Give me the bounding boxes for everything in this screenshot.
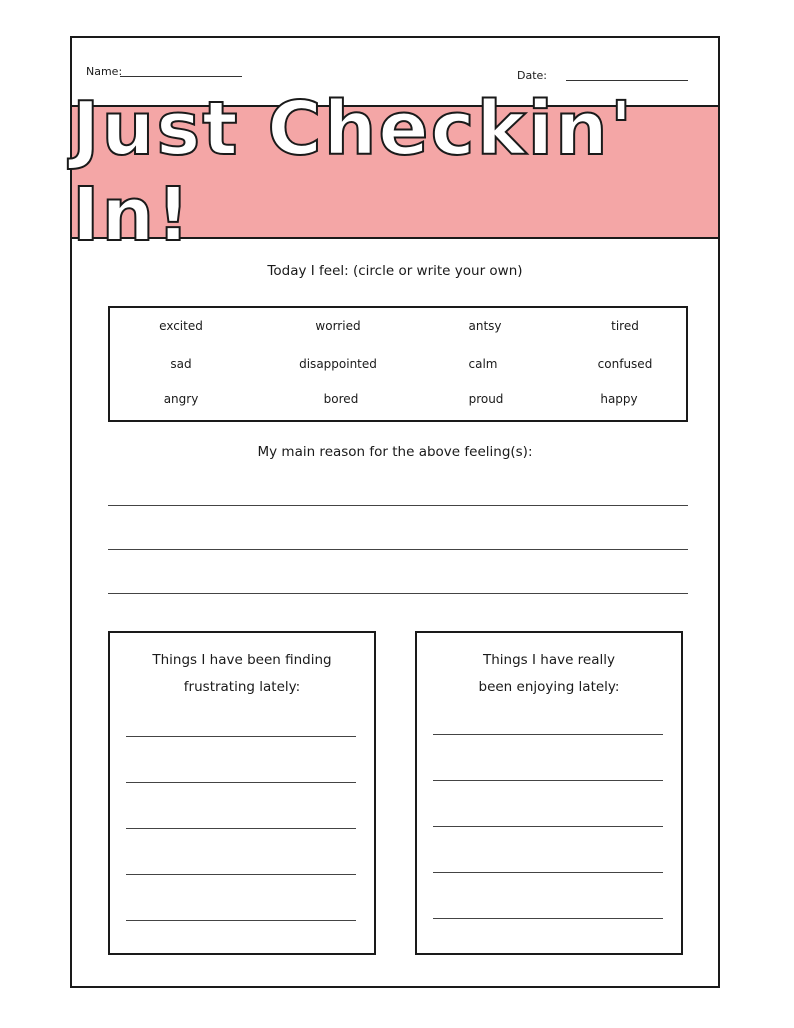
enjoying-writing-line[interactable] [433, 872, 663, 873]
reason-writing-line[interactable] [108, 549, 688, 550]
feeling-option[interactable]: sad [170, 357, 192, 371]
name-label: Name: [86, 65, 123, 78]
feeling-option[interactable]: calm [468, 357, 498, 371]
frustrating-writing-line[interactable] [126, 736, 356, 737]
feeling-option[interactable]: tired [611, 319, 639, 333]
frustrating-box-title [110, 647, 374, 701]
enjoying-box [415, 631, 683, 955]
worksheet-page [70, 36, 720, 988]
frustrating-box-title-line2: frustrating lately: [183, 679, 301, 695]
frustrating-writing-line[interactable] [126, 874, 356, 875]
feeling-option[interactable]: happy [600, 392, 638, 406]
name-field[interactable] [120, 76, 242, 77]
date-label: Date: [517, 69, 547, 82]
reason-writing-line[interactable] [108, 593, 688, 594]
enjoying-writing-line[interactable] [433, 780, 663, 781]
enjoying-writing-line[interactable] [433, 918, 663, 919]
feeling-option[interactable]: confused [597, 357, 653, 371]
feeling-option[interactable]: bored [323, 392, 359, 406]
feeling-option[interactable]: excited [159, 319, 203, 333]
enjoying-box-title-line2: been enjoying lately: [478, 679, 620, 695]
feeling-option[interactable]: disappointed [299, 357, 377, 371]
enjoying-box-title [417, 647, 681, 701]
feeling-option[interactable]: antsy [468, 319, 502, 333]
frustrating-writing-line[interactable] [126, 828, 356, 829]
feelings-box [108, 306, 688, 422]
feeling-option[interactable]: angry [163, 392, 199, 406]
reason-prompt: My main reason for the above feeling(s): [257, 444, 533, 460]
date-field[interactable] [566, 80, 688, 81]
feeling-option[interactable]: proud [468, 392, 504, 406]
enjoying-writing-line[interactable] [433, 734, 663, 735]
frustrating-writing-line[interactable] [126, 920, 356, 921]
frustrating-box-title-line1: Things I have been finding [152, 652, 332, 668]
frustrating-box [108, 631, 376, 955]
enjoying-box-title-line1: Things I have really [482, 652, 615, 668]
feeling-option[interactable]: worried [315, 319, 361, 333]
frustrating-writing-line[interactable] [126, 782, 356, 783]
feelings-prompt: Today I feel: (circle or write your own) [267, 263, 523, 279]
reason-writing-line[interactable] [108, 505, 688, 506]
page-title: Just Checkin' In! [72, 86, 635, 258]
title-banner [72, 86, 718, 258]
enjoying-writing-line[interactable] [433, 826, 663, 827]
